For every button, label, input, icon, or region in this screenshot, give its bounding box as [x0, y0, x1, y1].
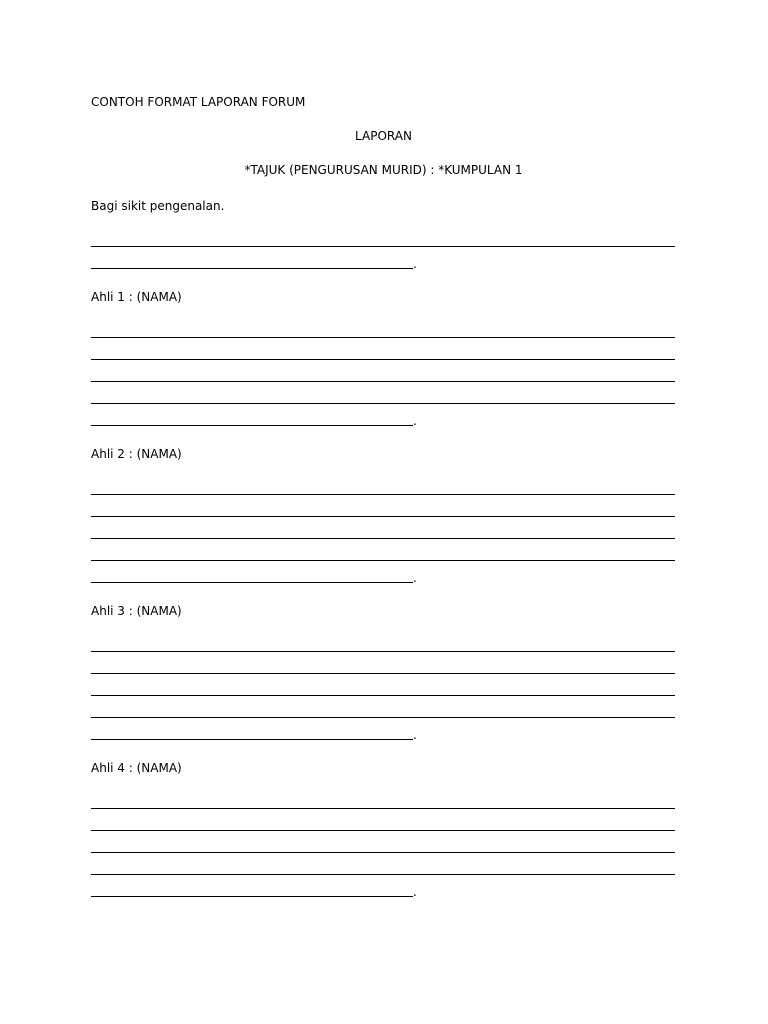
writing-line [91, 403, 675, 404]
writing-line [91, 717, 675, 718]
document-header: CONTOH FORMAT LAPORAN FORUM [91, 95, 306, 109]
line-end-mark: . [413, 414, 417, 428]
writing-line [91, 852, 675, 853]
member-label-2: Ahli 2 : (NAMA) [91, 447, 182, 461]
writing-line [91, 673, 675, 674]
writing-line-short [91, 896, 413, 897]
member-label-1: Ahli 1 : (NAMA) [91, 290, 182, 304]
writing-line [91, 337, 675, 338]
writing-line [91, 538, 675, 539]
writing-line-short [91, 268, 413, 269]
document-title: LAPORAN [355, 129, 412, 143]
writing-line [91, 516, 675, 517]
writing-line [91, 874, 675, 875]
line-end-mark: . [413, 885, 417, 899]
writing-line-short [91, 582, 413, 583]
writing-line [91, 808, 675, 809]
line-end-mark: . [413, 257, 417, 271]
writing-line [91, 651, 675, 652]
line-end-mark: . [413, 571, 417, 585]
writing-line [91, 494, 675, 495]
writing-line [91, 359, 675, 360]
writing-line-short [91, 739, 413, 740]
writing-line-short [91, 425, 413, 426]
document-subtitle: *TAJUK (PENGURUSAN MURID) : *KUMPULAN 1 [244, 163, 523, 177]
writing-line [91, 246, 675, 247]
line-end-mark: . [413, 728, 417, 742]
writing-line [91, 381, 675, 382]
writing-line [91, 830, 675, 831]
member-label-3: Ahli 3 : (NAMA) [91, 604, 182, 618]
member-label-4: Ahli 4 : (NAMA) [91, 761, 182, 775]
intro-label: Bagi sikit pengenalan. [91, 199, 225, 213]
writing-line [91, 560, 675, 561]
writing-line [91, 695, 675, 696]
